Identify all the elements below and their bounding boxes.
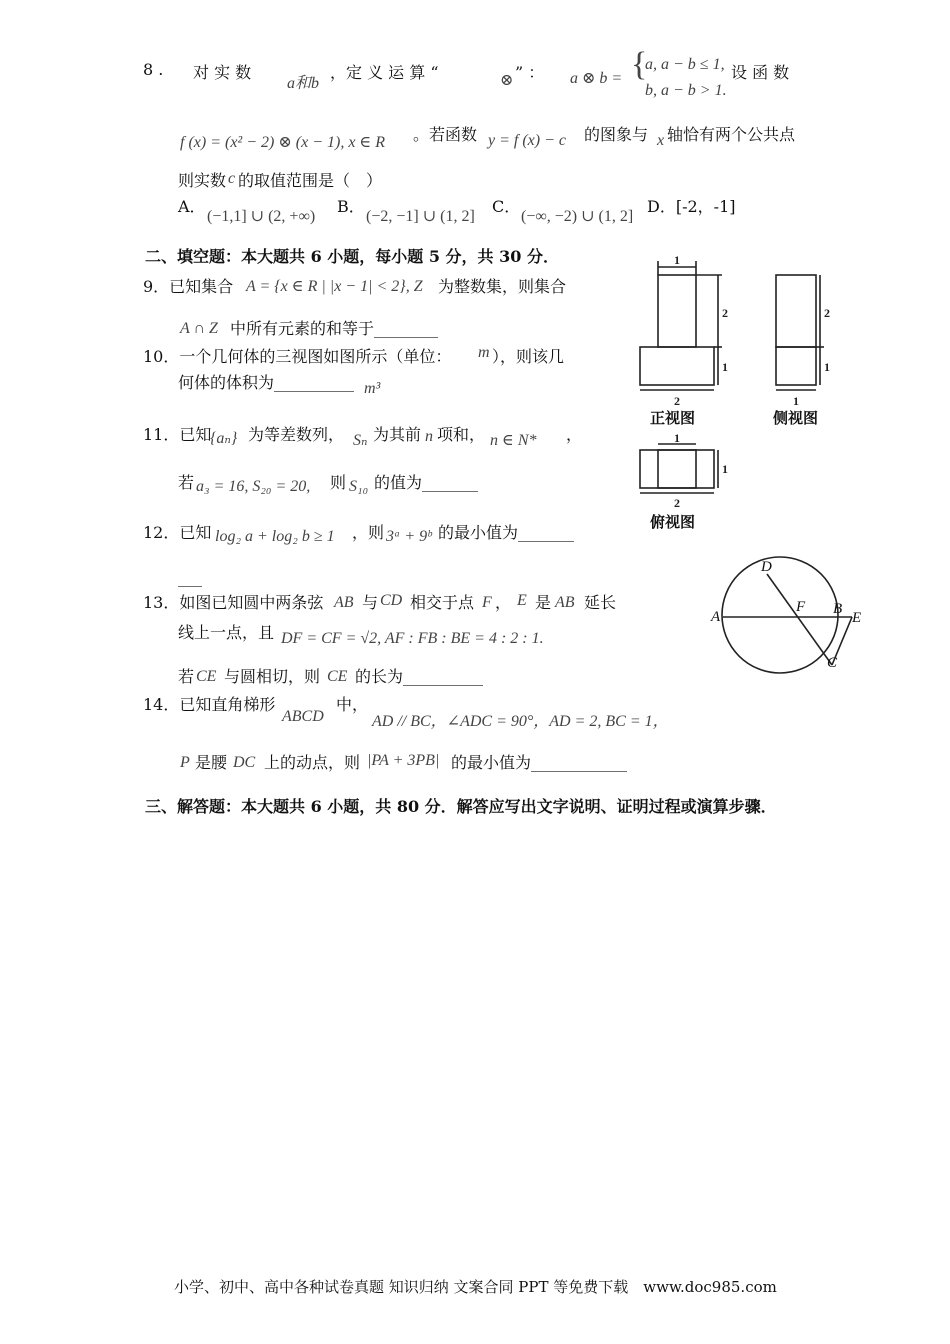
q13-text: 相交于点 bbox=[410, 593, 475, 612]
q11-n: n bbox=[425, 428, 433, 445]
q13-text: 与 bbox=[362, 593, 379, 612]
q13-text: ， bbox=[495, 593, 512, 612]
point-f-label: F bbox=[796, 599, 806, 615]
front-view-base bbox=[640, 347, 714, 385]
q11-text: 为其前 bbox=[373, 425, 422, 444]
q9-set: A = {x ∈ R | |x − 1| < 2}, Z bbox=[246, 278, 423, 295]
q14-p: P bbox=[180, 754, 190, 771]
q14-cond: AD // BC，∠ADC = 90°，AD = 2, BC = 1， bbox=[372, 713, 669, 730]
q11-text: 的值为_______ bbox=[374, 473, 479, 492]
front-dim-height: 2 bbox=[722, 306, 728, 320]
side-view-top bbox=[776, 275, 816, 347]
chord-cd bbox=[767, 574, 832, 665]
q11-s10: S₁₀ bbox=[349, 478, 369, 495]
q8-otimes: ⊗ bbox=[500, 72, 514, 89]
q14-text: 14．已知直角梯形 bbox=[143, 695, 276, 714]
q13-text: 与圆相切，则 bbox=[224, 667, 321, 686]
q11-text: 项和， bbox=[437, 425, 486, 444]
q13-text: 的长为__________ bbox=[355, 667, 484, 686]
q8-option-c-math: (−∞, −2) ∪ (1, 2] bbox=[521, 208, 634, 225]
q12-expr: 3ᵃ + 9ᵇ bbox=[386, 528, 432, 545]
q8-option-a-math: (−1,1] ∪ (2, +∞) bbox=[207, 208, 316, 225]
q8-option-a: A． bbox=[178, 197, 206, 216]
front-view-column bbox=[658, 275, 696, 347]
q14-dc: DC bbox=[233, 754, 256, 771]
q11-text: 11．已知 bbox=[143, 425, 212, 444]
q11-text: ， bbox=[566, 425, 583, 444]
q8-xvar: x bbox=[657, 132, 665, 149]
q13-text: 13．如图已知圆中两条弦 bbox=[143, 593, 324, 612]
q8-math-ab: a和b bbox=[287, 75, 320, 92]
side-dim-height: 2 bbox=[824, 306, 830, 320]
q8-text: 的取值范围是（ ） bbox=[238, 171, 383, 190]
q13-ab2: AB bbox=[555, 594, 575, 611]
q11-sn: Sₙ bbox=[353, 432, 368, 449]
top-dim-inner: 1 bbox=[674, 431, 680, 445]
q8-text: 轴恰有两个公共点 bbox=[667, 125, 796, 144]
q8-option-b: B． bbox=[337, 197, 365, 216]
q8-text: 。若函数 bbox=[413, 125, 478, 144]
top-view-outer bbox=[640, 450, 714, 488]
q13-cond: DF = CF = √2, AF : FB : BE = 4 : 2 : 1. bbox=[281, 630, 544, 647]
q12-cond: log₂ a + log₂ b ≥ 1 bbox=[215, 528, 335, 545]
front-view-label: 正视图 bbox=[650, 411, 696, 427]
top-dim-depth: 1 bbox=[722, 462, 728, 476]
q8-text: ，定 义 运 算 “ bbox=[330, 63, 439, 82]
top-dim-width: 2 bbox=[674, 496, 680, 510]
q8-option-b-math: (−2, −1] ∪ (1, 2] bbox=[366, 208, 475, 225]
top-view-inner bbox=[658, 450, 696, 488]
q9-anz: A ∩ Z bbox=[180, 320, 218, 337]
q13-text: 是 bbox=[535, 593, 552, 612]
q10-text: 10．一个几何体的三视图如图所示（单位： bbox=[143, 347, 452, 366]
q8-text: 设 函 数 bbox=[731, 63, 790, 82]
q8-text: 则实数 bbox=[178, 171, 227, 190]
q13-text: 延长 bbox=[584, 593, 617, 612]
q13-ab: AB bbox=[334, 594, 354, 611]
side-view-bottom bbox=[776, 347, 816, 385]
q14-text: 是腰 bbox=[195, 753, 228, 772]
q8-case2: b, a − b > 1. bbox=[645, 82, 727, 99]
q10-text: 何体的体积为__________ bbox=[178, 373, 355, 392]
q14-text: 中， bbox=[336, 695, 369, 714]
q8-text: 的图象与 bbox=[584, 125, 649, 144]
q13-e: E bbox=[517, 592, 527, 609]
q13-ce2: CE bbox=[327, 668, 348, 685]
q13-cd: CD bbox=[380, 592, 403, 609]
q11-text: 若 bbox=[178, 473, 195, 492]
three-view-figure bbox=[630, 255, 850, 535]
q12-text: 12．已知 bbox=[143, 523, 212, 542]
q10-text: ），则该几 bbox=[492, 347, 565, 366]
top-view-label: 俯视图 bbox=[650, 515, 696, 531]
side-view-label: 侧视图 bbox=[773, 411, 819, 427]
q11-text: 则 bbox=[330, 473, 347, 492]
circle-figure bbox=[705, 555, 875, 680]
q12-text: ___ bbox=[178, 568, 202, 587]
q11-text: 为等差数列， bbox=[248, 425, 345, 444]
q8-option-d: D．[-2，-1] bbox=[647, 197, 736, 216]
q11-an: {aₙ} bbox=[210, 430, 238, 447]
point-e-label: E bbox=[852, 610, 862, 626]
footer-text: 小学、初中、高中各种试卷真题 知识归纳 文案合同 PPT 等免费下载 www.doc985.com bbox=[174, 1278, 777, 1296]
q12-text: ，则 bbox=[352, 523, 385, 542]
point-d-label: D bbox=[761, 559, 772, 575]
point-a-label: A bbox=[711, 609, 721, 625]
point-b-label: B bbox=[833, 601, 843, 617]
q14-expr: |PA + 3PB| bbox=[367, 752, 440, 769]
q11-nN: n ∈ N* bbox=[490, 432, 537, 449]
section-3-heading: 三、解答题：本大题共 6 小题，共 80 分．解答应写出文字说明、证明过程或演算步骤． bbox=[145, 797, 777, 816]
front-dim-base-height: 1 bbox=[722, 360, 728, 374]
q8-case1: a, a − b ≤ 1, bbox=[645, 56, 725, 73]
front-dim-width: 2 bbox=[674, 394, 680, 408]
q14-text: 上的动点，则 bbox=[264, 753, 361, 772]
q8-number: 8 . bbox=[143, 60, 164, 79]
q10-unit-m: m bbox=[478, 344, 490, 361]
q9-text: 中所有元素的和等于________ bbox=[230, 319, 439, 338]
q9-text: 9．已知集合 bbox=[143, 277, 234, 296]
q12-text: 的最小值为_______ bbox=[438, 523, 575, 542]
q13-text: 若 bbox=[178, 667, 195, 686]
q8-text: ” ： bbox=[515, 63, 545, 82]
point-c-label: C bbox=[827, 655, 838, 671]
front-dim-top: 1 bbox=[674, 255, 680, 267]
q14-text: 的最小值为____________ bbox=[451, 753, 628, 772]
q8-brace: { bbox=[631, 46, 648, 83]
section-2-heading: 二、填空题：本大题共 6 小题，每小题 5 分，共 30 分． bbox=[145, 247, 559, 266]
circle bbox=[722, 557, 838, 673]
q10-unit-m3: m³ bbox=[364, 380, 381, 397]
q8-def-lhs: a ⊗ b = bbox=[570, 70, 623, 87]
q14-abcd: ABCD bbox=[282, 708, 324, 725]
q8-cvar: c bbox=[228, 170, 236, 187]
q8-option-c: C． bbox=[492, 197, 521, 216]
side-dim-base: 1 bbox=[824, 360, 830, 374]
q13-f: F bbox=[482, 594, 492, 611]
q8-yfc: y = f (x) − c bbox=[488, 132, 566, 149]
q8-fdef: f (x) = (x² − 2) ⊗ (x − 1), x ∈ R bbox=[180, 134, 386, 151]
q11-cond: a₃ = 16, S₂₀ = 20, bbox=[196, 478, 311, 495]
q8-text: 对 实 数 bbox=[193, 63, 252, 82]
q9-text: 为整数集，则集合 bbox=[438, 277, 567, 296]
side-dim-width: 1 bbox=[793, 394, 799, 408]
q13-text: 线上一点，且 bbox=[178, 623, 275, 642]
q13-ce: CE bbox=[196, 668, 217, 685]
